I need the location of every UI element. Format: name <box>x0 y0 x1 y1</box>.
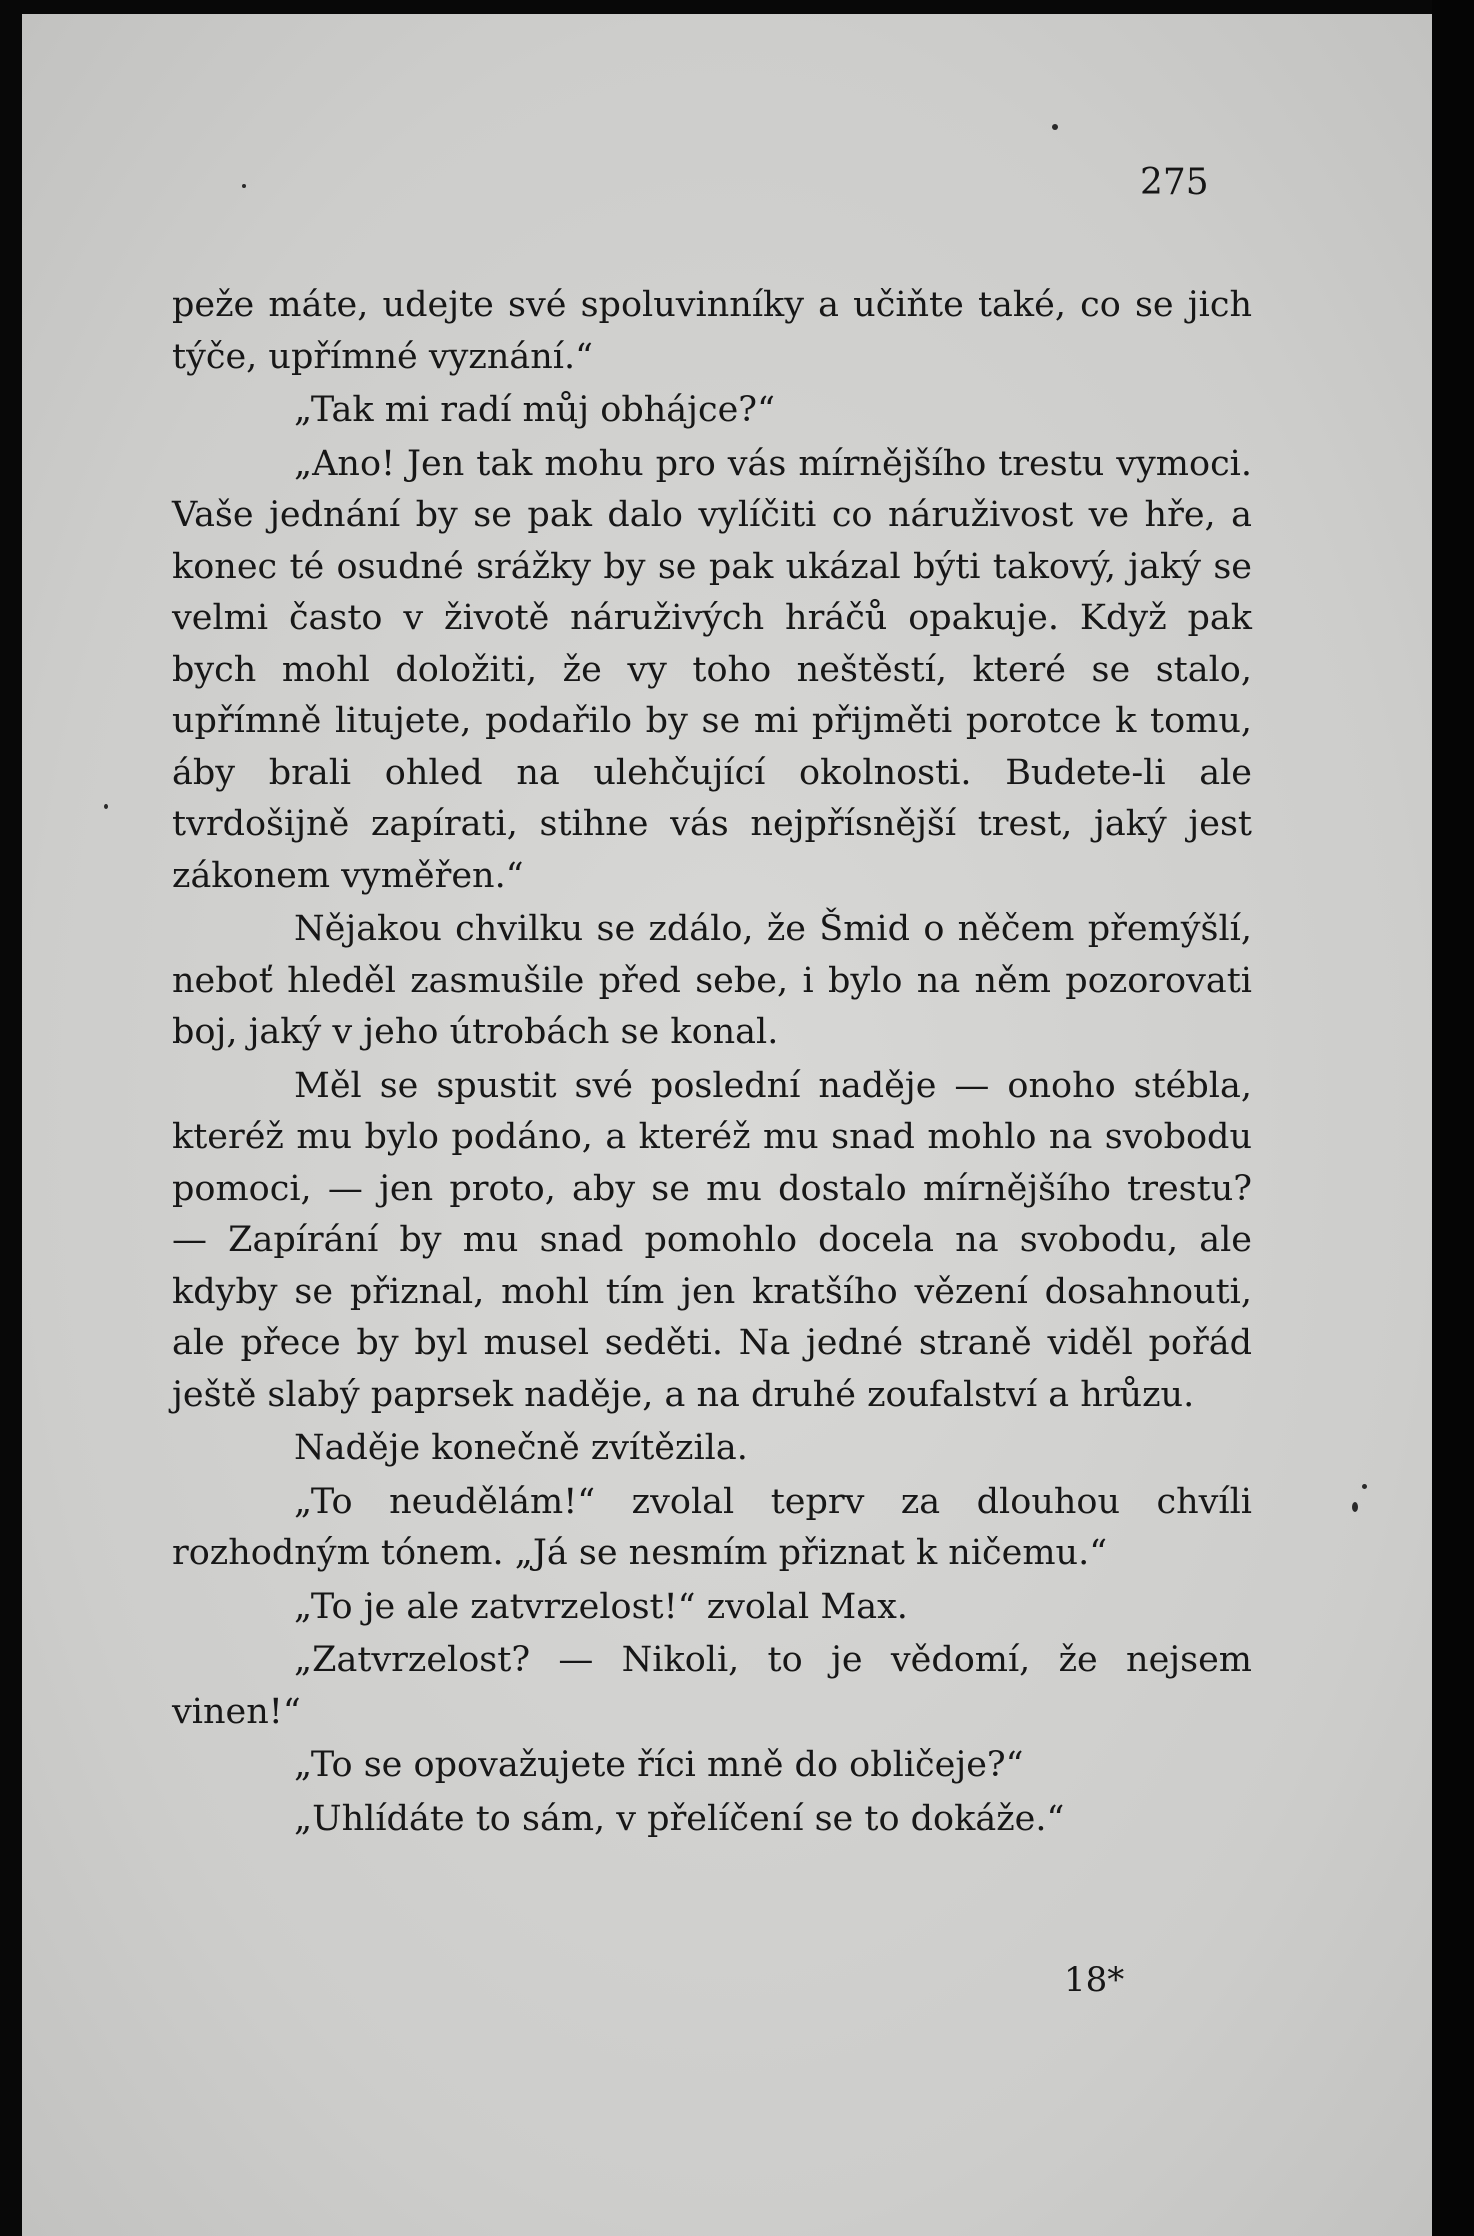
paragraph: „To je ale zatvrzelost!“ zvolal Max. <box>294 1586 908 1627</box>
signature-mark: 18* <box>1064 1960 1125 2000</box>
paragraph: „To se opovažujete říci mně do obličeje?“ <box>294 1745 1024 1785</box>
paragraph: „Zatvrzelost? — Nikoli, to je vědomí, že nejsem vinen!“ <box>172 1640 1252 1732</box>
page-number: 275 <box>1140 162 1209 203</box>
paragraph: „Tak mi radí můj obhájce?“ <box>294 390 775 430</box>
scan-border-left <box>0 0 22 2236</box>
paragraph: peže máte, udejte své spoluvinníky a učiňte také, co se jich týče, upřímné vyznání.“ <box>172 285 1252 377</box>
paragraph: Nějakou chvilku se zdálo, že Šmid o něčem přemýšlí, neboť hleděl zasmušile před sebe, i bylo na něm pozorovati boj, jaký v jeho útrobách se konal. <box>172 909 1252 1052</box>
paragraph: „To neudělám!“ zvolal teprv za dlouhou chvíli rozhodným tónem. „Já se nesmím přiznat k ničemu.“ <box>172 1481 1252 1573</box>
scan-border-right <box>1432 0 1474 2236</box>
paper-speck <box>1052 124 1058 130</box>
paragraph: Měl se spustit své poslední naděje — onoho stébla, kteréž mu bylo podáno, a kteréž mu snad mohlo na svobodu pomoci, — jen proto, aby se mu dostalo mírnějšího trestu? — Zapírání by mu snad pomohlo docela na svobodu, ale kdyby se přiznal, mohl tím jen kratšího vězení dosahnouti, ale přece by byl musel seděti. Na jedné straně viděl pořád ještě slabý paprsek naděje, a na druhé zoufalství a hrůzu. <box>172 1065 1252 1415</box>
paper-speck <box>104 804 108 809</box>
paragraph: „Uhlídáte to sám, v přelíčení se to dokáže.“ <box>294 1798 1065 1839</box>
paper-speck <box>1362 1484 1367 1489</box>
body-text <box>172 280 1252 1847</box>
paper-speck <box>242 184 246 188</box>
paragraph: Naděje konečně zvítězila. <box>294 1428 748 1468</box>
paragraph: „Ano! Jen tak mohu pro vás mírnějšího trestu vymoci. Vaše jednání by se pak dalo vylíčiti co náruživost ve hře, a konec té osudné srážky by se pak ukázal býti takový, jaký se velmi často v životě náruživých hráčů opakuje. Když pak bych mohl doložiti, že vy toho neštěstí, které se stalo, upřímně litujete, podařilo by se mi přijměti porotce k tomu, áby brali ohled na ulehčující okolnosti. Budete-li ale tvrdošijně zapírati, stihne vás nejpřísnější trest, jaký jest zákonem vyměřen.“ <box>172 443 1252 896</box>
scan-border-top <box>0 0 1474 14</box>
paper-speck <box>1352 1502 1358 1512</box>
